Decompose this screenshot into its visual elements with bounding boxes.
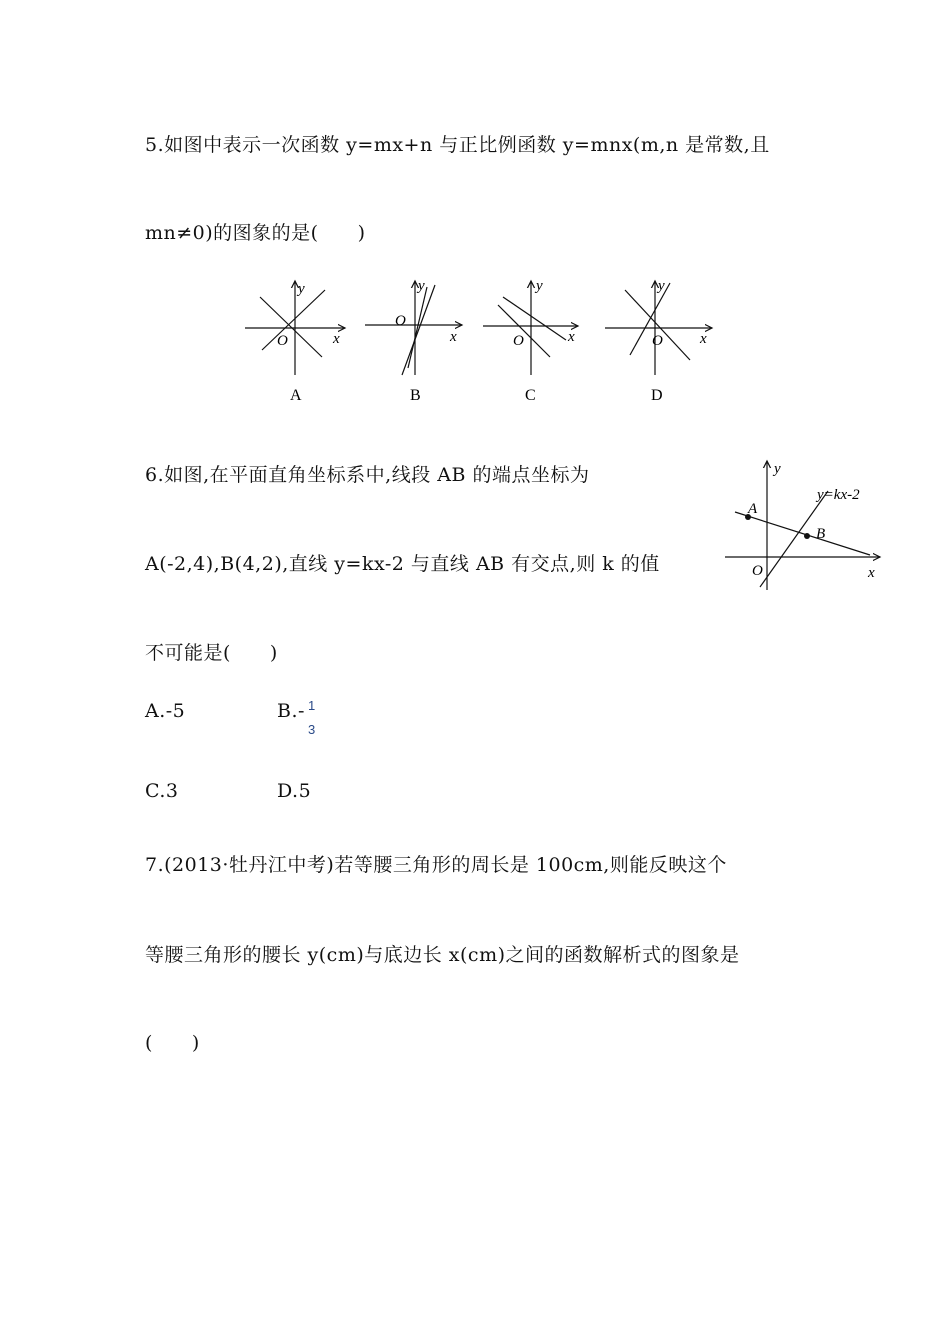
q6-option-a: A.-5 (145, 700, 186, 722)
q7-line-1: 7.(2013·牡丹江中考)若等腰三角形的周长是 100cm,则能反映这个 (145, 854, 727, 876)
y-label: y (536, 278, 543, 294)
x-label: x (700, 331, 707, 347)
q5-line-1: 5.如图中表示一次函数 y=mx+n 与正比例函数 y=mnx(m,n 是常数,且 (145, 134, 770, 156)
y-label: y (298, 281, 305, 297)
line-1 (260, 297, 322, 357)
origin-label: O (395, 313, 406, 329)
q7-line-2: 等腰三角形的腰长 y(cm)与底边长 x(cm)之间的函数解析式的图象是 (145, 944, 740, 966)
q6-line-2: A(-2,4),B(4,2),直线 y=kx-2 与直线 AB 有交点,则 k 的值 (145, 553, 660, 575)
x-label: x (568, 329, 575, 345)
origin-label: O (513, 333, 524, 349)
q6-option-c: C.3 (145, 780, 179, 802)
y-label: y (774, 461, 781, 477)
q5-line-2: mn≠0)的图象的是( ) (145, 222, 366, 244)
q6-line-1: 6.如图,在平面直角坐标系中,线段 AB 的端点坐标为 (145, 464, 590, 486)
q7-line-3: ( ) (145, 1032, 200, 1054)
graph-label-c: C (525, 387, 536, 404)
graph-label-b: B (410, 387, 421, 404)
fraction-denominator: 3 (308, 722, 316, 737)
fraction-numerator: 1 (308, 698, 316, 713)
q6-option-b-prefix: B.- (277, 700, 305, 722)
line-2 (498, 305, 550, 357)
q5-graph-a (240, 275, 355, 405)
y-label: y (418, 278, 425, 294)
origin-label: O (652, 333, 663, 349)
q5-graph-b (360, 275, 475, 405)
line-2 (402, 285, 435, 375)
q6-line-3: 不可能是( ) (145, 642, 278, 664)
q6-option-d: D.5 (277, 780, 312, 802)
x-label: x (868, 565, 875, 581)
y-label: y (658, 278, 665, 294)
q6-option-b-fraction (308, 699, 315, 737)
line-1 (625, 290, 690, 360)
origin-label: O (277, 333, 288, 349)
line-1 (408, 287, 427, 368)
origin-label: O (752, 563, 763, 579)
line-ab (735, 512, 870, 555)
line-label: y=kx-2 (817, 487, 860, 503)
q5-graph-c (478, 275, 593, 405)
point-a-label: A (748, 501, 758, 517)
x-label: x (333, 331, 340, 347)
point-b (804, 533, 810, 539)
q5-graph-d (600, 275, 720, 405)
q6-figure (720, 455, 890, 595)
x-label: x (450, 329, 457, 345)
line-2 (262, 290, 325, 350)
graph-label-a: A (290, 387, 302, 404)
point-b-label: B (816, 526, 826, 542)
graph-label-d: D (651, 387, 663, 404)
